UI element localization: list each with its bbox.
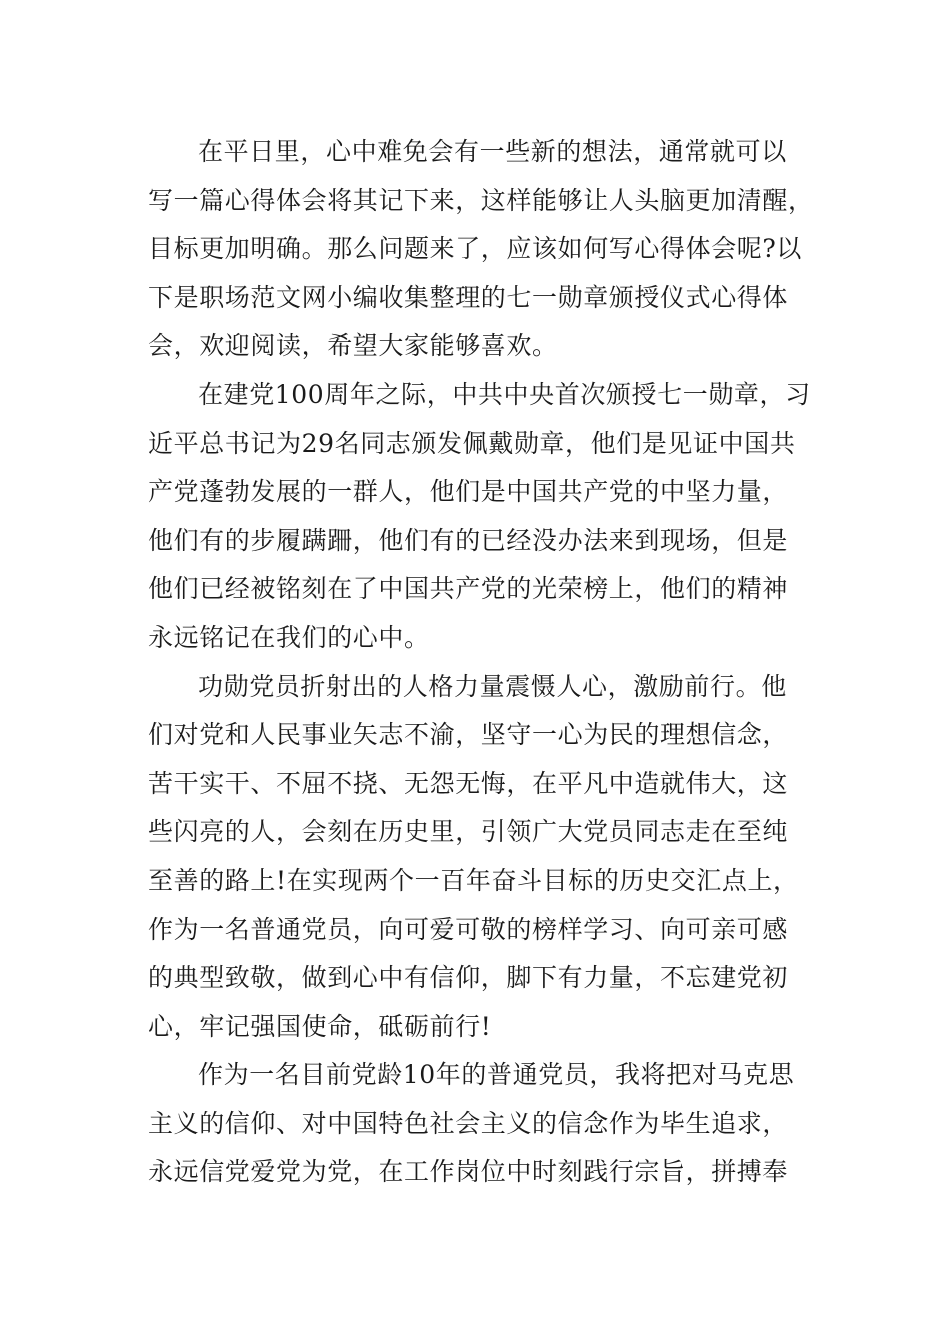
text-line: 近平总书记为29名同志颁发佩戴勋章，他们是见证中国共	[148, 428, 796, 458]
text-line: 他们已经被铭刻在了中国共产党的光荣榜上，他们的精神	[148, 574, 789, 604]
text-line: 苦干实干、不屈不挠、无怨无悔，在平凡中造就伟大，这	[148, 768, 789, 798]
text-line: 永远铭记在我们的心中。	[148, 622, 430, 652]
text-line: 下是职场范文网小编收集整理的七一勋章颁授仪式心得体	[148, 282, 789, 312]
paragraph-personal-pledge	[148, 1051, 808, 1197]
text-line: 作为一名普通党员，向可爱可敬的榜样学习、向可亲可感	[148, 914, 789, 944]
text-line: 目标更加明确。那么问题来了，应该如何写心得体会呢?以	[148, 234, 803, 264]
text-line: 他们有的步履蹒跚，他们有的已经没办法来到现场，但是	[148, 525, 789, 555]
text-line: 们对党和人民事业矢志不渝，坚守一心为民的理想信念，	[148, 720, 789, 750]
text-line: 的典型致敬，做到心中有信仰，脚下有力量，不忘建党初	[148, 963, 789, 993]
text-line: 功勋党员折射出的人格力量震慑人心，激励前行。他	[198, 671, 787, 701]
document-body	[148, 128, 814, 1197]
text-line: 会，欢迎阅读，希望大家能够喜欢。	[148, 331, 558, 361]
text-line: 至善的路上!在实现两个一百年奋斗目标的历史交汇点上，	[148, 865, 799, 895]
text-line: 主义的信仰、对中国特色社会主义的信念作为毕生追求，	[148, 1108, 789, 1138]
paragraph-meritorious-members	[148, 663, 808, 1052]
text-line: 永远信党爱党为党，在工作岗位中时刻践行宗旨，拼搏奉	[148, 1157, 789, 1187]
text-line: 心，牢记强国使命，砥砺前行!	[148, 1011, 492, 1041]
paragraph-intro	[148, 128, 814, 371]
text-line: 作为一名目前党龄10年的普通党员，我将把对马克思	[198, 1060, 795, 1090]
text-line: 些闪亮的人，会刻在历史里，引领广大党员同志走在至纯	[148, 817, 789, 847]
paragraph-medal-ceremony	[148, 371, 811, 663]
text-line: 在建党100周年之际，中共中央首次颁授七一勋章，习	[198, 379, 811, 409]
text-line: 在平日里，心中难免会有一些新的想法，通常就可以	[198, 137, 787, 166]
text-line: 产党蓬勃发展的一群人，他们是中国共产党的中坚力量，	[148, 477, 789, 507]
text-line: 写一篇心得体会将其记下来，这样能够让人头脑更加清醒，	[148, 185, 814, 215]
